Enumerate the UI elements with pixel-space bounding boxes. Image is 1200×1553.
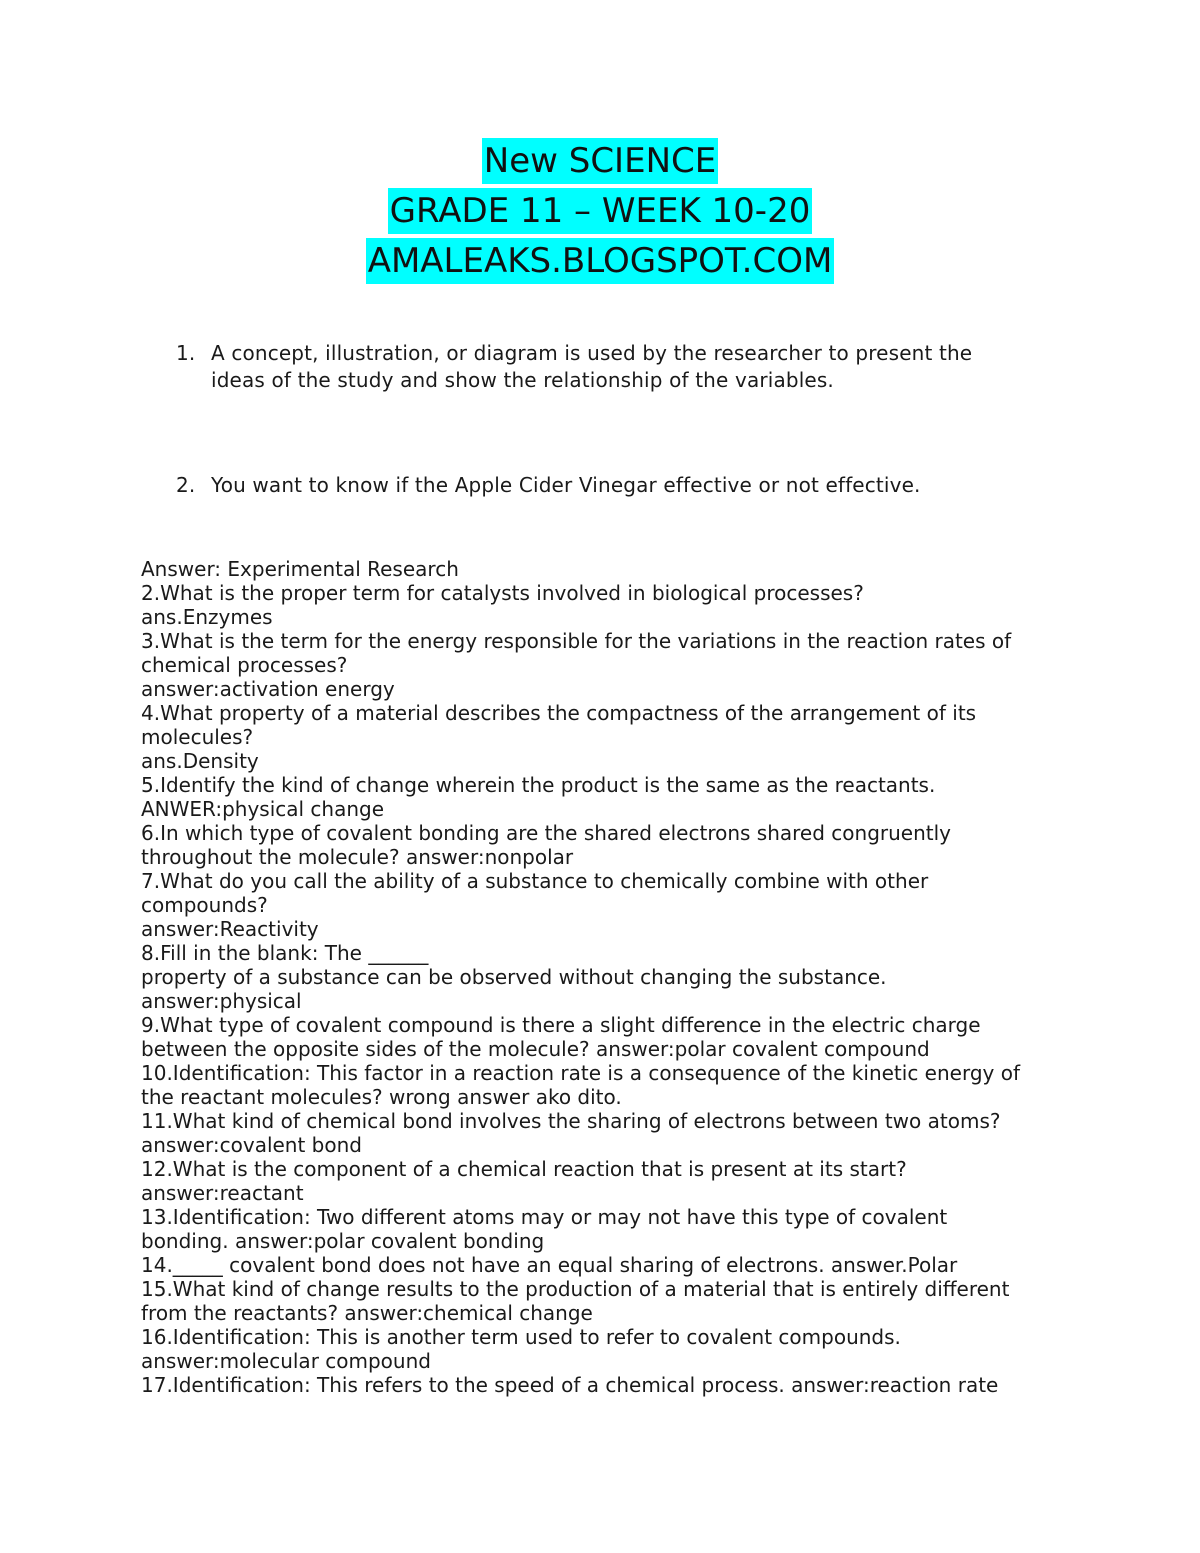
text-line: 12.What is the component of a chemical reaction that is present at its start? (141, 1157, 907, 1181)
text-line: 9.What type of covalent compound is there a slight difference in the electric charge (141, 1013, 981, 1037)
text-line: 11.What kind of chemical bond involves the sharing of electrons between two atoms? (141, 1109, 1001, 1133)
text-line: answer:activation energy (141, 677, 395, 701)
text-line: answer:reactant (141, 1181, 304, 1205)
text-line: ans.Density (141, 749, 259, 773)
list-number: 2. (176, 473, 196, 497)
text-line: ANWER:physical change (141, 797, 385, 821)
answer-list (141, 557, 1071, 1397)
text-line: 14._____ covalent bond does not have an equal sharing of electrons. answer.Polar (141, 1253, 958, 1277)
text-line: 5.Identify the kind of change wherein the product is the same as the reactants. (141, 773, 936, 797)
text-line: bonding. answer:polar covalent bonding (141, 1229, 545, 1253)
text-line: 10.Identification: This factor in a reaction rate is a consequence of the kinetic energy of (141, 1061, 1021, 1085)
text-line: property of a substance can be observed without changing the substance. (141, 965, 887, 989)
text-line: answer:covalent bond (141, 1133, 362, 1157)
list-number: 1. (176, 341, 196, 365)
text-line: answer:Reactivity (141, 917, 319, 941)
text-line: ans.Enzymes (141, 605, 273, 629)
title-block (0, 138, 1200, 288)
text-line: Answer: Experimental Research (141, 557, 459, 581)
text-line: 17.Identification: This refers to the speed of a chemical process. answer:reaction rate (141, 1373, 999, 1397)
text-line: 16.Identification: This is another term used to refer to covalent compounds. (141, 1325, 901, 1349)
text-line: 3.What is the term for the energy responsible for the variations in the reaction rates of (141, 629, 1012, 653)
list-item-text: ideas of the study and show the relationship of the variables. (211, 368, 834, 392)
numbered-item-1 (176, 340, 1066, 394)
text-line: answer:physical (141, 989, 302, 1013)
text-line: 6.In which type of covalent bonding are the shared electrons shared congruently (141, 821, 952, 845)
text-line: 2.What is the proper term for catalysts involved in biological processes? (141, 581, 864, 605)
text-line: from the reactants? answer:chemical change (141, 1301, 593, 1325)
text-line: 4.What property of a material describes the compactness of the arrangement of its (141, 701, 977, 725)
list-item-text: A concept, illustration, or diagram is used by the researcher to present the (211, 341, 973, 365)
text-line: between the opposite sides of the molecule? answer:polar covalent compound (141, 1037, 930, 1061)
text-line: compounds? (141, 893, 268, 917)
title-site-url: AMALEAKS.BLOGSPOT.COM (366, 238, 835, 284)
text-line: 8.Fill in the blank: The ______ (141, 941, 429, 965)
numbered-item-2 (176, 472, 1066, 499)
title-grade-week: GRADE 11 – WEEK 10-20 (388, 188, 813, 234)
title-new-science: New SCIENCE (482, 138, 718, 184)
text-line: 15.What kind of change results to the production of a material that is entirely different (141, 1277, 1010, 1301)
text-line: answer:molecular compound (141, 1349, 431, 1373)
text-line: 13.Identification: Two different atoms may or may not have this type of covalent (141, 1205, 948, 1229)
text-line: 7.What do you call the ability of a substance to chemically combine with other (141, 869, 929, 893)
text-line: chemical processes? (141, 653, 348, 677)
text-line: molecules? (141, 725, 254, 749)
text-line: throughout the molecule? answer:nonpolar (141, 845, 574, 869)
list-item-text: You want to know if the Apple Cider Vinegar effective or not effective. (211, 473, 921, 497)
text-line: the reactant molecules? wrong answer ako dito. (141, 1085, 622, 1109)
